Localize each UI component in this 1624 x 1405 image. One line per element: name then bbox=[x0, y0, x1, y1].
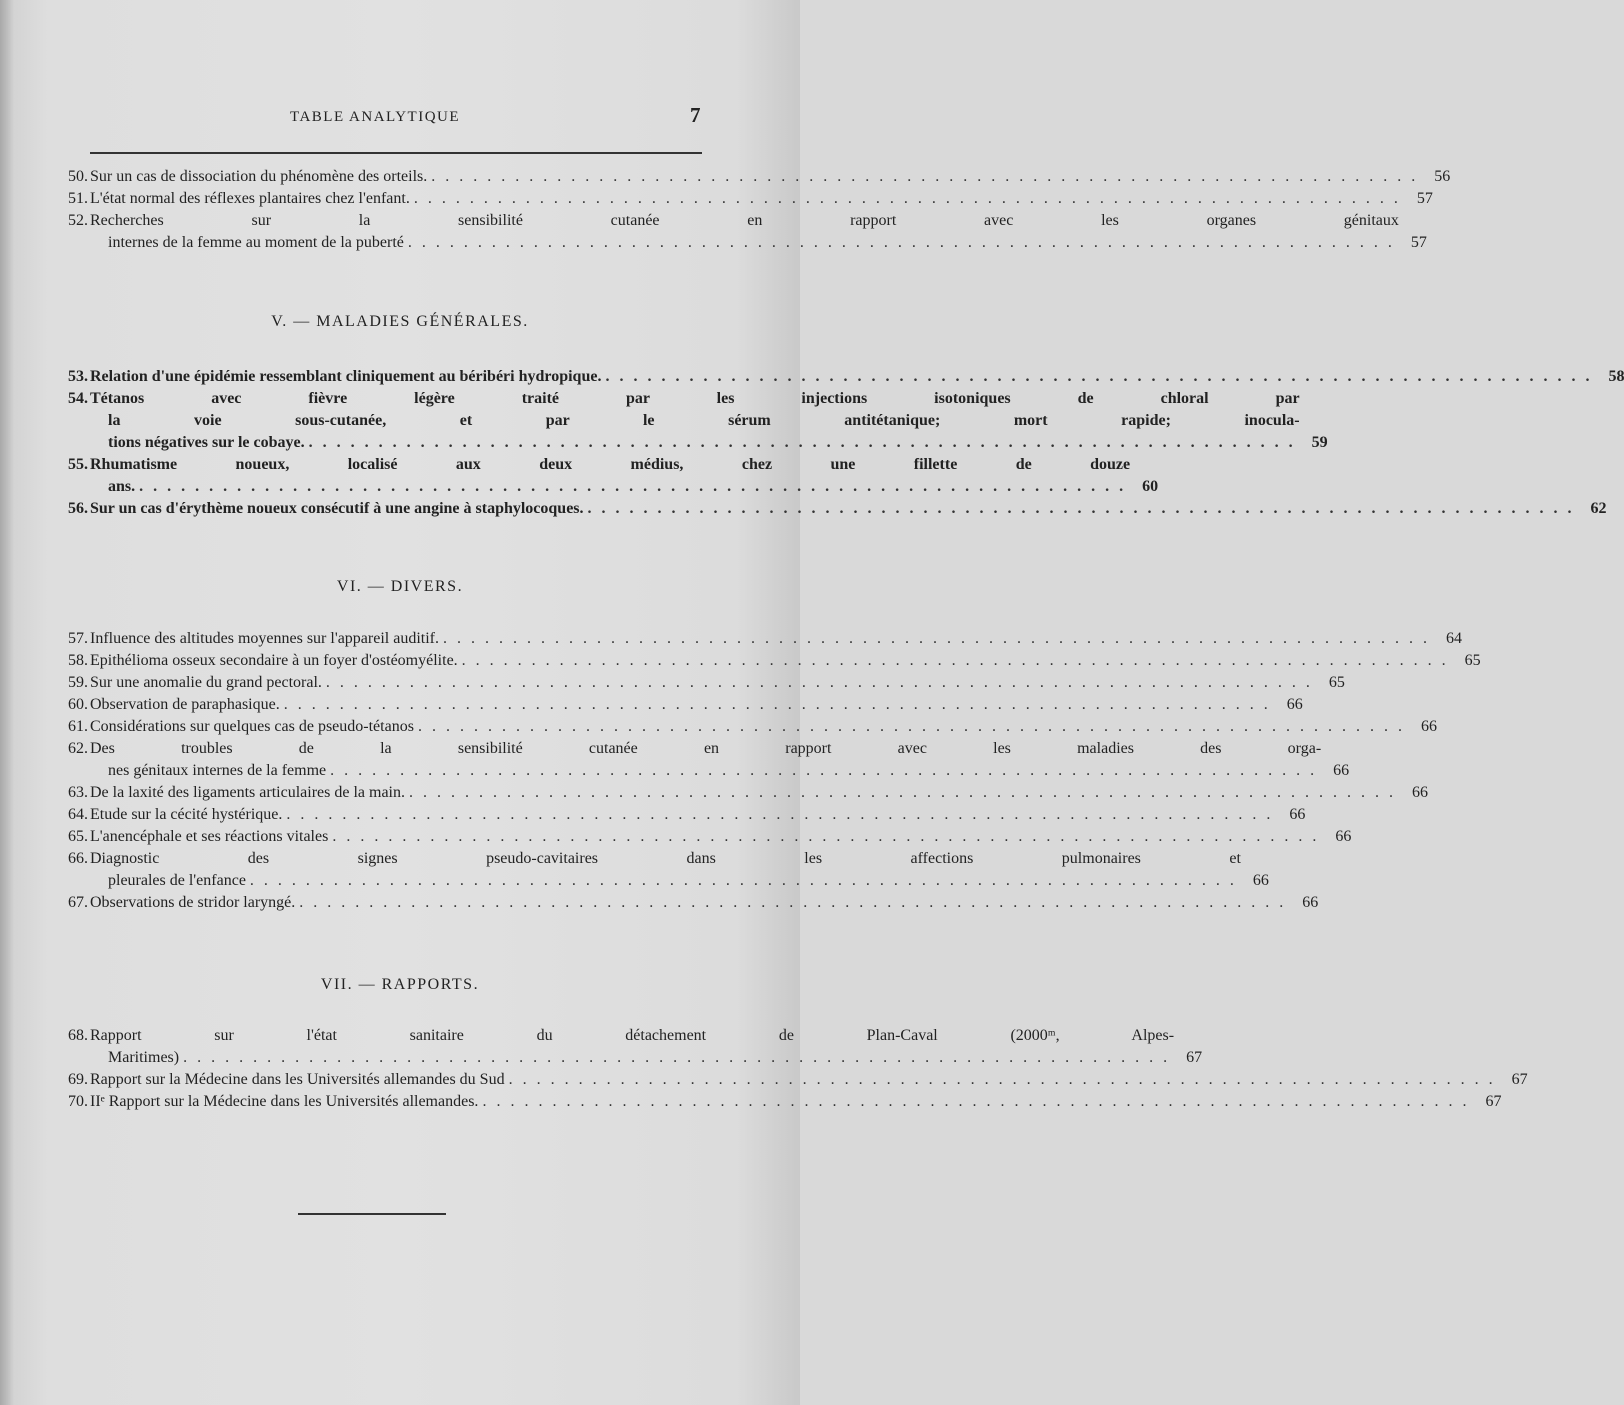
toc-entry bbox=[68, 166, 1451, 188]
entry-line bbox=[90, 410, 1328, 432]
dot-leader bbox=[179, 1047, 1174, 1069]
entry-text: IIᵉ Rapport sur la Médecine dans les Universités allemandes. bbox=[90, 1093, 479, 1110]
entry-text: pleurales de l'enfance bbox=[108, 872, 246, 889]
toc-entry bbox=[68, 628, 1462, 650]
entries-group-2 bbox=[68, 366, 1624, 520]
entry-body bbox=[90, 892, 1318, 914]
entry-number: 51. bbox=[68, 190, 88, 207]
entry-line bbox=[90, 166, 1450, 188]
dot-leader bbox=[282, 804, 1277, 826]
entry-page-number: 56 bbox=[1434, 168, 1451, 185]
toc-entry bbox=[68, 650, 1481, 672]
entry-text: Diagnostic des signes pseudo-cavitaires dans les affections pulmonaires et bbox=[90, 850, 1241, 867]
entry-body bbox=[90, 210, 1427, 254]
entry-line bbox=[90, 1091, 1501, 1113]
toc-entry bbox=[68, 804, 1306, 826]
entry-number: 59. bbox=[68, 674, 88, 691]
entry-text: Des troubles de la sensibilité cutanée en rapport avec les maladies des orga- bbox=[90, 740, 1322, 757]
toc-entry bbox=[68, 1091, 1502, 1113]
entry-line bbox=[90, 782, 1428, 804]
entry-page-number: 66 bbox=[1289, 806, 1306, 823]
entry-line bbox=[90, 210, 1427, 232]
dot-leader bbox=[404, 232, 1399, 254]
entry-body bbox=[90, 738, 1349, 782]
dot-leader bbox=[439, 628, 1434, 650]
entry-line bbox=[90, 716, 1437, 738]
entry-body bbox=[90, 1091, 1501, 1113]
entry-line bbox=[90, 650, 1481, 672]
dot-leader bbox=[280, 694, 1275, 716]
entry-text: Sur un cas de dissociation du phénomène des orteils. bbox=[90, 168, 428, 185]
entry-body bbox=[90, 454, 1158, 498]
entry-body bbox=[90, 694, 1303, 716]
entries-group-3 bbox=[68, 628, 1481, 914]
entry-page-number: 66 bbox=[1412, 784, 1428, 801]
dot-leader bbox=[295, 892, 1290, 914]
toc-entry bbox=[68, 848, 1269, 892]
entry-number: 55. bbox=[68, 456, 88, 473]
dot-leader bbox=[305, 432, 1300, 454]
entry-body bbox=[90, 366, 1624, 388]
entry-line bbox=[90, 738, 1349, 760]
entry-text: Etude sur la cécité hystérique. bbox=[90, 806, 283, 823]
entry-number: 53. bbox=[68, 368, 88, 385]
entry-page-number: 57 bbox=[1416, 190, 1433, 207]
entry-number: 69. bbox=[68, 1071, 88, 1088]
entry-number: 58. bbox=[68, 652, 88, 669]
entry-number: 64. bbox=[68, 806, 88, 823]
toc-entry bbox=[68, 694, 1303, 716]
entry-text: Maritimes) bbox=[108, 1049, 180, 1066]
entry-page-number: 66 bbox=[1286, 696, 1303, 713]
entry-body bbox=[90, 672, 1345, 694]
entry-number: 70. bbox=[68, 1093, 88, 1110]
entry-page-number: 66 bbox=[1333, 762, 1350, 779]
entry-page-number: 65 bbox=[1328, 674, 1345, 691]
entry-number: 66. bbox=[68, 850, 88, 867]
entry-line bbox=[90, 366, 1624, 388]
toc-entry bbox=[68, 826, 1352, 848]
entry-line bbox=[90, 188, 1433, 210]
entry-number: 54. bbox=[68, 390, 88, 407]
entry-page-number: 66 bbox=[1420, 718, 1437, 735]
toc-entry bbox=[68, 1025, 1203, 1069]
entry-body bbox=[90, 782, 1428, 804]
toc-entry bbox=[68, 454, 1159, 498]
entry-text: Influence des altitudes moyennes sur l'appareil auditif. bbox=[90, 630, 439, 647]
entry-line bbox=[90, 454, 1158, 476]
entry-page-number: 65 bbox=[1464, 652, 1481, 669]
entry-text: Sur un cas d'érythème noueux consécutif à une angine à staphylocoques. bbox=[90, 500, 584, 517]
entry-body bbox=[90, 166, 1450, 188]
dot-leader bbox=[505, 1069, 1500, 1091]
dot-leader bbox=[246, 870, 1241, 892]
entry-line bbox=[90, 628, 1462, 650]
entry-line bbox=[90, 694, 1303, 716]
entry-text: Considérations sur quelques cas de pseudo-tétanos bbox=[90, 718, 414, 735]
entry-number: 50. bbox=[68, 168, 88, 185]
entry-text: Observations de stridor laryngé. bbox=[90, 894, 296, 911]
toc-entry bbox=[68, 782, 1428, 804]
toc-entry bbox=[68, 366, 1624, 388]
entry-line bbox=[90, 1025, 1202, 1047]
entry-number: 65. bbox=[68, 828, 88, 845]
section-title-rapports: VII. — RAPPORTS. bbox=[320, 976, 480, 993]
entry-line bbox=[90, 388, 1328, 410]
dot-leader bbox=[328, 826, 1323, 848]
entry-line bbox=[90, 432, 1328, 454]
entry-number: 61. bbox=[68, 718, 88, 735]
entry-number: 67. bbox=[68, 894, 88, 911]
dot-leader bbox=[478, 1091, 1473, 1113]
entry-page-number: 58 bbox=[1608, 368, 1624, 385]
entry-body bbox=[90, 1069, 1528, 1091]
entry-line bbox=[90, 848, 1269, 870]
entry-text: L'anencéphale et ses réactions vitales bbox=[90, 828, 329, 845]
entry-text: Rapport sur la Médecine dans les Universités allemandes du Sud bbox=[90, 1071, 505, 1088]
dot-leader bbox=[326, 760, 1321, 782]
entry-line bbox=[90, 498, 1607, 520]
end-rule bbox=[298, 1213, 446, 1215]
entry-text: Rhumatisme noueux, localisé aux deux médius, chez une fillette de douze bbox=[90, 456, 1131, 473]
entry-body bbox=[90, 716, 1437, 738]
header-rule bbox=[90, 152, 702, 154]
entry-page-number: 66 bbox=[1302, 894, 1319, 911]
entry-line bbox=[90, 1047, 1202, 1069]
toc-entry bbox=[68, 716, 1437, 738]
entry-body bbox=[90, 826, 1351, 848]
entry-line bbox=[90, 232, 1427, 254]
entry-text: Tétanos avec fièvre légère traité par les injections isotoniques de chloral par bbox=[90, 390, 1300, 407]
entry-page-number: 57 bbox=[1410, 234, 1427, 251]
entry-body bbox=[90, 388, 1328, 454]
dot-leader bbox=[584, 498, 1579, 520]
entry-number: 56. bbox=[68, 500, 88, 517]
toc-entry bbox=[68, 388, 1328, 454]
entry-page-number: 64 bbox=[1446, 630, 1462, 647]
header-title: TABLE ANALYTIQUE bbox=[290, 109, 461, 125]
entry-text: Relation d'une épidémie ressemblant cliniquement au béribéri hydropique. bbox=[90, 368, 602, 385]
header-page-number: 7 bbox=[690, 103, 701, 127]
toc-entry bbox=[68, 1069, 1528, 1091]
entry-page-number: 66 bbox=[1252, 872, 1269, 889]
entry-text: Sur une anomalie du grand pectoral. bbox=[90, 674, 322, 691]
entry-text: nes génitaux internes de la femme bbox=[108, 762, 327, 779]
entry-number: 68. bbox=[68, 1027, 88, 1044]
toc-entry bbox=[68, 188, 1433, 210]
entry-line bbox=[90, 476, 1158, 498]
dot-leader bbox=[405, 782, 1400, 804]
dot-leader bbox=[601, 366, 1596, 388]
entry-text: Observation de paraphasique. bbox=[90, 696, 280, 713]
entry-body bbox=[90, 1025, 1202, 1069]
entry-line bbox=[90, 870, 1269, 892]
entry-body bbox=[90, 650, 1481, 672]
section-title-divers: VI. — DIVERS. bbox=[336, 578, 464, 595]
entry-text: De la laxité des ligaments articulaires de la main. bbox=[90, 784, 405, 801]
entry-line bbox=[90, 826, 1351, 848]
entry-number: 57. bbox=[68, 630, 88, 647]
page-edge-shadow bbox=[0, 0, 14, 1405]
entry-page-number: 67 bbox=[1186, 1049, 1203, 1066]
entry-body bbox=[90, 498, 1607, 520]
entries-group-4 bbox=[68, 1025, 1528, 1113]
entry-page-number: 62 bbox=[1590, 500, 1607, 517]
toc-entry bbox=[68, 892, 1319, 914]
entry-text: Rapport sur l'état sanitaire du détachement de Plan-Caval (2000ᵐ, Alpes- bbox=[90, 1027, 1175, 1044]
entry-text: ans. bbox=[108, 478, 136, 495]
entry-page-number: 60 bbox=[1142, 478, 1159, 495]
toc-entry bbox=[68, 498, 1607, 520]
entry-page-number: 59 bbox=[1311, 434, 1328, 451]
dot-leader bbox=[458, 650, 1453, 672]
entry-line bbox=[90, 892, 1318, 914]
entry-text: Recherches sur la sensibilité cutanée en rapport avec les organes génitaux bbox=[90, 212, 1399, 229]
dot-leader bbox=[410, 188, 1405, 210]
entry-text: L'état normal des réflexes plantaires chez l'enfant. bbox=[90, 190, 410, 207]
entry-page-number: 67 bbox=[1511, 1071, 1528, 1088]
toc-entry bbox=[68, 672, 1345, 694]
running-header bbox=[0, 103, 800, 133]
entry-body bbox=[90, 628, 1462, 650]
dot-leader bbox=[427, 166, 1422, 188]
entry-line bbox=[90, 760, 1349, 782]
entry-page-number: 67 bbox=[1485, 1093, 1502, 1110]
entry-line bbox=[90, 804, 1305, 826]
entry-line bbox=[90, 672, 1345, 694]
entry-number: 52. bbox=[68, 212, 88, 229]
dot-leader bbox=[322, 672, 1317, 694]
section-title-maladies-generales: V. — MALADIES GÉNÉRALES. bbox=[271, 313, 529, 330]
entry-body bbox=[90, 804, 1305, 826]
dot-leader bbox=[135, 476, 1130, 498]
entry-number: 60. bbox=[68, 696, 88, 713]
entries-group-1 bbox=[68, 166, 1451, 254]
entry-text: internes de la femme au moment de la puberté bbox=[108, 234, 404, 251]
entry-number: 62. bbox=[68, 740, 88, 757]
entry-page-number: 66 bbox=[1335, 828, 1352, 845]
entry-text: Epithélioma osseux secondaire à un foyer d'ostéomyélite. bbox=[90, 652, 458, 669]
entry-body bbox=[90, 188, 1433, 210]
entry-text: la voie sous-cutanée, et par le sérum antitétanique; mort rapide; inocula- bbox=[108, 412, 1300, 429]
toc-entry bbox=[68, 738, 1350, 782]
entry-body bbox=[90, 848, 1269, 892]
toc-entry bbox=[68, 210, 1427, 254]
entry-line bbox=[90, 1069, 1528, 1091]
dot-leader bbox=[414, 716, 1409, 738]
entry-number: 63. bbox=[68, 784, 88, 801]
entry-text: tions négatives sur le cobaye. bbox=[108, 434, 305, 451]
